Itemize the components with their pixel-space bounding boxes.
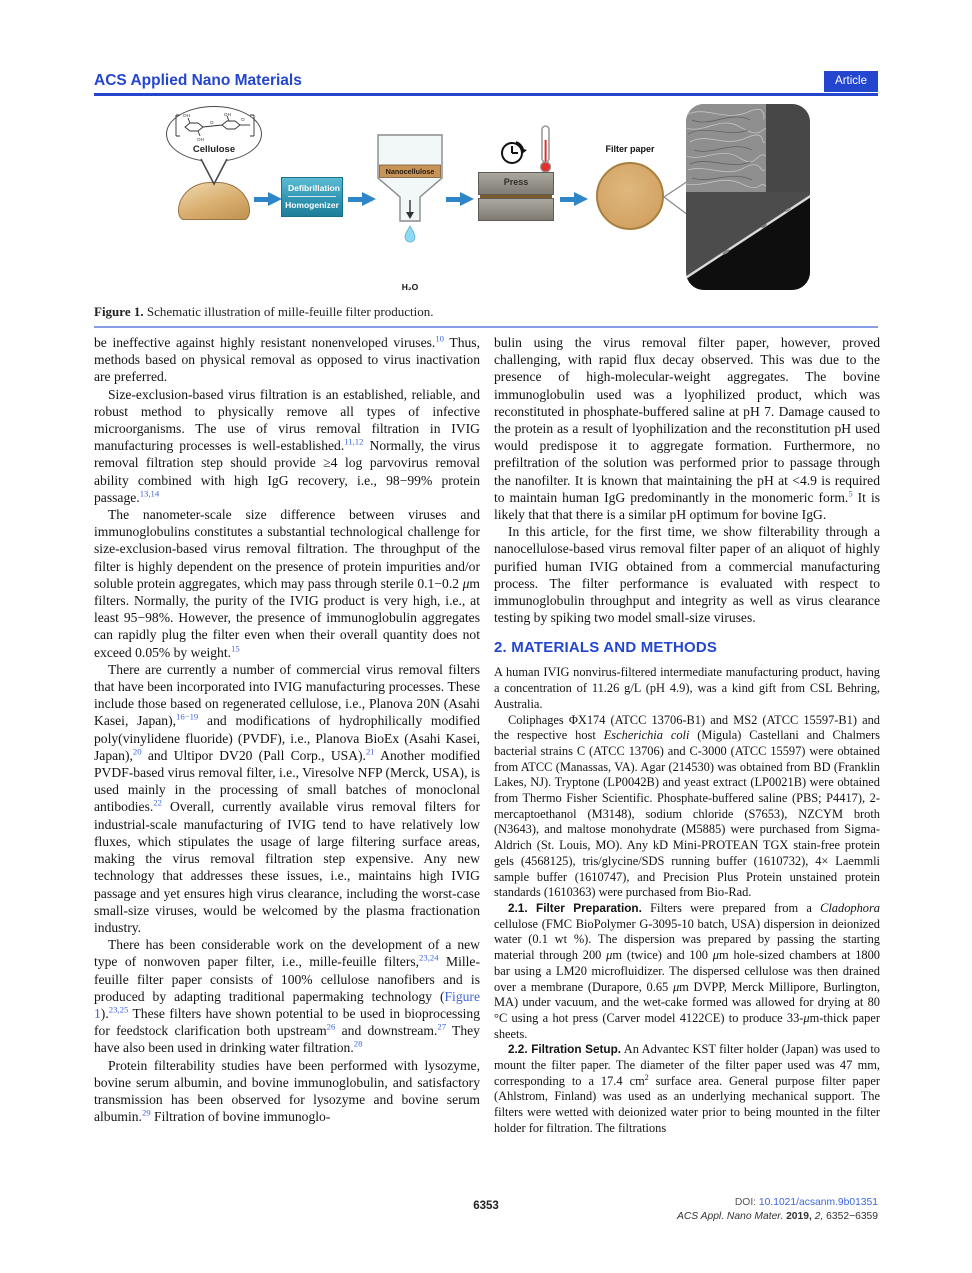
text-segment: Normally, the virus removal filtration step should provide ≥4 log parvovirus removal ability combined with high IgG recovery, i.e., 98−99% protein passage.	[94, 438, 480, 505]
text-segment: 2,	[814, 1210, 827, 1222]
text-segment: be ineffective against highly resistant nonenveloped viruses.	[94, 335, 436, 350]
text-segment: Protein filterability studies have been performed with lysozyme, bovine serum albumin, and bovine immunoglobulin, and satisfactory transmission has been observed for lysozyme and bovine serum albumin.	[94, 1057, 480, 1125]
caption-rule	[94, 326, 878, 328]
text-segment: m DVPP, Merck Millipore, Burlington, MA) under vacuum, and the wet-cake formed was allowed for drying at 80 °C using a hot press (Carver model 4122CE) to produce 33-	[494, 979, 880, 1025]
section-heading: 2. MATERIALS AND METHODS	[494, 639, 718, 657]
svg-text:O: O	[210, 120, 214, 125]
text-segment: A human IVIG nonvirus-filtered intermediate manufacturing product, having a concentration of 11.26 g/L (pH 4.9), was a kind gift from CSL Behring, Australia.	[494, 665, 880, 711]
thermometer-icon	[536, 124, 554, 174]
text-segment: ACS Appl. Nano Mater.	[676, 1210, 787, 1222]
text-segment: m filters. Normally, the purity of the IVIG product is very high, i.e., at least 95−98%. However, the presence of immunoglobulin aggregates can rapidly plug the filter even when their overall quantity does not exceed 0.05% by weight.	[94, 575, 480, 660]
cellulose-structure-graphic	[172, 112, 258, 142]
text-segment: μ	[672, 979, 680, 994]
text-segment: surface area. General purpose filter paper (Ahlstrom, Finland) was used as an underlying mechanical support. The filters were wetted with deionized water prior to being mounted in the filter holder for filtration. The filtrations	[494, 1073, 880, 1135]
text-segment: Coliphages ΦX174 (ATCC 13706-B1) and MS2 (ATCC 15597-B1) and the respective host	[494, 712, 880, 743]
homogenizer-box	[281, 177, 343, 217]
page-number: 6353	[473, 1200, 499, 1212]
text-segment: Overall, currently available virus removal filters for industrial-scale manufacturing of IVIG tend to have relatively low fluxes, which stipulates the usage of large filtering surface areas, making the virus removal filtration step expensive. Any new technology that addresses these issues, i.e., maintains high IVIG passage and yet ensures high virus clearance, including the worst-case small-size viruses, would be welcomed by the plasma fractionation industry.	[94, 799, 480, 935]
right-arrow-icon	[348, 192, 376, 206]
footer-citation	[677, 1196, 878, 1223]
article-type-badge[interactable]: Article	[824, 71, 878, 92]
svg-text:OH: OH	[224, 112, 231, 117]
paragraph	[94, 936, 480, 1056]
text-segment: Thus, methods based on physical removal as opposed to virus inactivation are preferred.	[94, 335, 480, 385]
citation-ref-link[interactable]: 27	[437, 1021, 447, 1032]
text-segment: There are currently a number of commercial virus removal filters that have been incorporated into IVIG manufacturing processes. These include those based on regenerated cellulose, i.e., Planova 20N (Asahi Kasei, Japan),	[94, 661, 480, 729]
citation-ref-link[interactable]: 10	[435, 333, 444, 344]
journal-citation	[677, 1210, 878, 1224]
paragraph	[494, 334, 880, 523]
homogenizer-label-line1: Defibrillation	[288, 178, 336, 197]
text-segment: and downstream.	[335, 1023, 438, 1039]
filter-paper-disc	[596, 162, 664, 230]
paragraph	[494, 713, 880, 901]
homogenizer-label-line2: Homogenizer	[285, 200, 339, 210]
text-segment: 6352−6359	[826, 1210, 878, 1222]
svg-text:O: O	[241, 117, 245, 122]
sem-micrograph	[686, 104, 810, 290]
figure-caption	[94, 304, 878, 320]
nanocellulose-label: Nanocellulose	[385, 167, 435, 176]
doi-link[interactable]: 10.1021/acsanm.9b01351	[758, 1197, 878, 1208]
clock-icon	[500, 136, 528, 166]
text-segment: Another modified PVDF-based virus removal filter, i.e., Viresolve NFP (Merck, USA), is used mainly in the processing of small batches of monoclonal antibodies.	[94, 747, 481, 815]
citation-ref-link[interactable]: 5	[848, 488, 853, 499]
text-segment: and Ultipor DV20 (Pall Corp., USA).	[141, 747, 366, 763]
text-segment: μ	[803, 1010, 810, 1025]
text-segment: bulin using the virus removal filter paper, however, proved challenging, with rapid flux decay observed. This was due to the presence of high-molecular-weight aggregates. The bovine immunoglobulin used was a lyophilized product, which was reconstituted in phosphate-buffered saline at pH 7. Damage caused to the protein as a result of lyophilization and the reconstitution pH used would predispose it to aggregate formation. Furthermore, no prefiltration of the solution was performed prior to passage through the nanofilter. It is known that maintaining the pH at <4.9 is required to maintain human IgG predominantly in the monomeric form.	[494, 335, 880, 505]
text-segment: cellulose (FMC BioPolymer G-3095-10 batch, USA) dispersion in deionized water (0.1 wt %). The dispersion was prepared by passing the starting material through 200	[494, 916, 880, 963]
citation-ref-link[interactable]: 26	[326, 1021, 336, 1032]
text-segment: μ	[462, 575, 470, 591]
doi-label: DOI:	[734, 1197, 759, 1208]
water-label: H₂O	[401, 282, 419, 292]
header-rule	[94, 93, 878, 96]
citation-ref-link[interactable]: 11,12	[344, 436, 364, 447]
text-segment: These filters have shown potential to be used in bioprocessing for feedstock clarification both upstream	[94, 1005, 480, 1039]
left-column	[94, 334, 480, 1125]
paragraph	[94, 386, 480, 506]
text-segment: The nanometer-scale size difference between viruses and immunoglobulins constitutes a substantial technological challenge for size-exclusion-based virus removal filtration. The throughput of the filter is highly dependent on the presence of protein impurities and/or soluble protein aggregates, which may pass through sterile 0.1−0.2	[94, 507, 480, 591]
citation-ref-link[interactable]: 15	[231, 643, 240, 654]
hot-press	[478, 172, 554, 221]
paragraph	[94, 661, 480, 936]
paper-sheet-in-press	[480, 195, 552, 198]
droplet-icon	[405, 226, 415, 242]
text-segment: Size-exclusion-based virus filtration is an established, reliable, and robust method to physically remove all types of infective microorganisms. The use of virus removal filtration in IVIG manufacturing processes is well-established.	[94, 386, 480, 454]
text-segment: μ	[606, 948, 613, 963]
text-segment: Mille-feuille filter paper consists of 100% cellulose nanofibers and is produced by adapting traditional papermaking technology (	[94, 954, 480, 1004]
text-segment: 2	[644, 1072, 649, 1082]
callout-pointer	[198, 158, 230, 186]
filter-paper-label: Filter paper	[605, 144, 655, 154]
paragraph	[494, 523, 880, 626]
right-arrow-icon	[254, 192, 282, 206]
citation-ref-link[interactable]: 28	[353, 1038, 363, 1049]
citation-ref-link[interactable]: 21	[365, 746, 375, 757]
right-arrow-icon	[560, 192, 588, 206]
text-segment: Cladophora	[820, 901, 880, 915]
paragraph	[94, 1057, 480, 1126]
text-segment: m hole-sized chambers at 1800 bar using a LM20 microfluidizer. The dispersed cellulose was then drained over a membrane (Durapore, 0.65	[494, 948, 880, 994]
figure-ref-link[interactable]: Figure 1	[94, 988, 480, 1021]
cellulose-label: Cellulose	[192, 144, 236, 155]
text-segment: m-thick paper sheets.	[494, 1010, 880, 1041]
text-segment: In this article, for the first time, we show filterability through a nanocellulose-based virus removal filter paper of an aliquot of highly purified human IVIG obtained from a commercial manufacturing process. The filter performance is evaluated with respect to immunoglobulin throughput and integrity as well as virus clearance testing by spiking two model small-size viruses.	[494, 524, 880, 626]
figure-caption-text: Schematic illustration of mille-feuille filter production.	[143, 304, 434, 319]
drainage-funnel	[377, 134, 443, 260]
cellulose-pulp-mound	[178, 182, 250, 220]
citation-ref-link[interactable]: 23,25	[108, 1004, 129, 1015]
text-segment: and modifications of hydrophilically modified poly(vinylidene fluoride) (PVDF), i.e., Planova BioEx (Asahi Kasei, Japan),	[94, 713, 480, 763]
citation-ref-link[interactable]: 20	[132, 746, 142, 757]
text-segment: 2.1. Filter Preparation.	[508, 902, 642, 915]
citation-ref-link[interactable]: 13,14	[139, 488, 160, 499]
press-label: Press	[503, 177, 529, 187]
svg-text:OH: OH	[183, 113, 190, 118]
text-segment: 2019,	[786, 1210, 815, 1222]
citation-ref-link[interactable]: 16−19	[176, 711, 199, 722]
cellulose-callout-bubble	[166, 106, 262, 162]
figure-caption-label: Figure 1.	[94, 304, 144, 319]
text-segment: Filtration of bovine immunoglo-	[150, 1109, 331, 1125]
text-segment: ).	[100, 1005, 109, 1021]
paragraph	[494, 901, 880, 1042]
paragraph	[494, 665, 880, 712]
right-arrow-icon	[446, 192, 474, 206]
citation-ref-link[interactable]: 23,24	[419, 952, 439, 963]
text-segment: An Advantec KST filter holder (Japan) was used to mount the filter paper. The diameter of the filter paper used was 47 mm, corresponding to a 17.4 cm	[494, 1042, 880, 1088]
text-segment: It is likely that that there is a similar pH optimum for bovine IgG.	[494, 489, 881, 523]
paragraph	[494, 1042, 880, 1136]
citation-ref-link[interactable]: 22	[153, 797, 162, 808]
svg-text:OH: OH	[197, 137, 204, 142]
text-segment: There has been considerable work on the development of a new type of nonwoven paper filter, i.e., mille-feuille filters,	[94, 937, 480, 970]
citation-ref-link[interactable]: 29	[141, 1107, 151, 1118]
journal-title: ACS Applied Nano Materials	[94, 72, 302, 89]
paragraph	[94, 506, 480, 661]
right-column	[494, 334, 880, 1137]
paragraph	[94, 334, 480, 386]
text-segment: (Migula) Castellani and Chalmers bacterial strains C (ATCC 13706) and C-3000 (ATCC 15597) were obtained from ATCC (Manassas, VA). Agar (214530) was obtained from BD (Franklin Lakes, NJ). Tryptone (LP0042B) and yeast extract (LP0021B) were obtained from Thermo Fisher Scientific. Phosphate-buffered saline (PBS; P4417), 2-mercaptoethanol (M3148), sodium chloride (S7653), NZCYM broth (N3643), and maltose monohydrate (M5885) were purchased from Sigma-Aldrich (St. Louis, MO). Any kD Mini-PROTEAN TGX stain-free protein gels (4568125), tris/glycine/SDS running buffer (1610732), 4× Laemmli sample buffer (1610747), and Precision Plus Protein unstained protein standards (1610363) were purchased from Bio-Rad.	[494, 728, 880, 900]
text-segment: They have also been used in drinking water filtration.	[94, 1023, 480, 1056]
text-segment: Escherichia coli	[603, 728, 690, 743]
text-segment: Filters were prepared from a	[641, 901, 821, 915]
figure-1-graphic	[94, 98, 878, 300]
text-segment: 2.2. Filtration Setup.	[508, 1043, 622, 1057]
text-segment: m (twice) and 100	[612, 948, 713, 963]
press-lower-plate	[478, 198, 554, 221]
text-segment: μ	[712, 948, 720, 963]
